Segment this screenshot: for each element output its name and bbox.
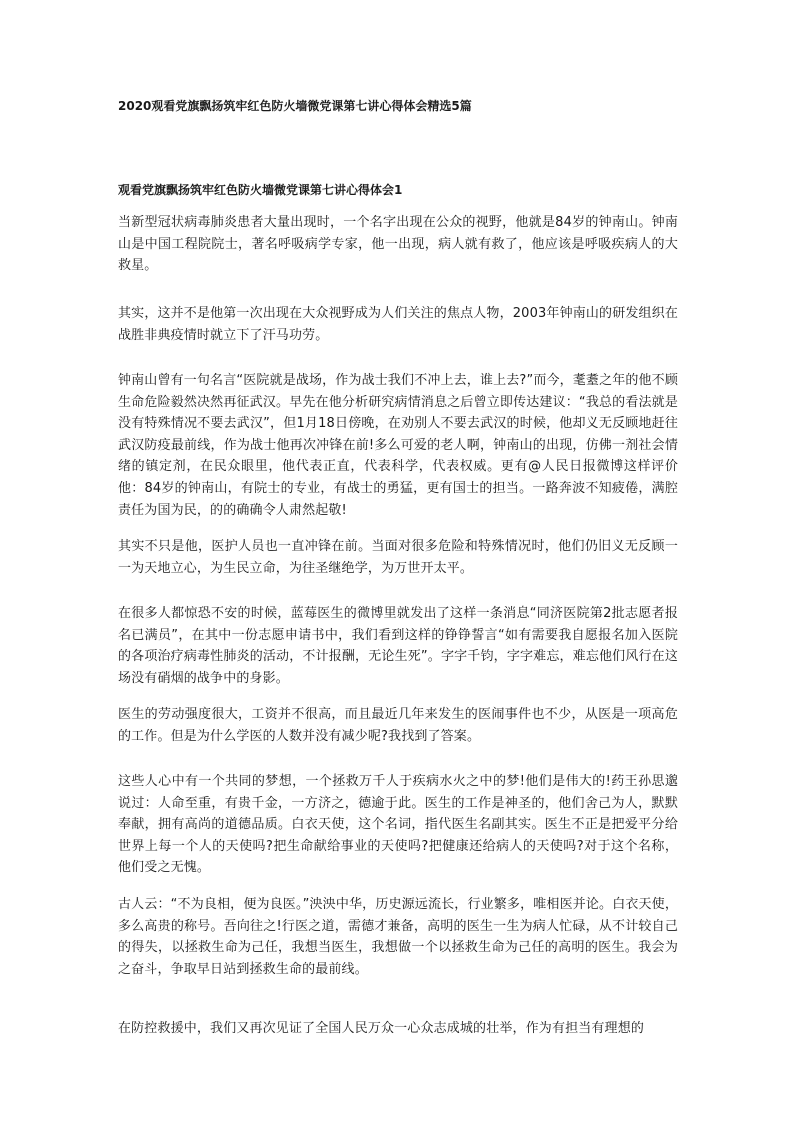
paragraph-1: 当新型冠状病毒肺炎患者大量出现时，一个名字出现在公众的视野，他就是84岁的钟南山。钟南山是中国工程院院士，著名呼吸病学专家，他一出现，病人就有救了，他应该是呼吸疾病人的大救星。 <box>118 215 678 274</box>
section-heading: 观看党旗飘扬筑牢红色防火墙微党课第七讲心得体会1 <box>118 183 403 197</box>
paragraph-4: 其实不只是他，医护人员也一直冲锋在前。当面对很多危险和特殊情况时，他们仍旧义无反顾一一为天地立心，为生民立命，为往圣继绝学，为万世开太平。 <box>118 539 678 576</box>
paragraph-5: 在很多人都惊恐不安的时候，蓝莓医生的微博里就发出了这样一条消息“同济医院第2批志愿者报名已满员”，在其中一份志愿申请书中，我们看到这样的铮铮誓言“如有需要我自愿报名加入医院的各项治疗病毒性肺炎的活动，不计报酬，无论生死”。字字千钧，字字难忘，难忘他们风行在这场没有硝烟的战争中的身影。 <box>118 606 678 686</box>
document-title: 2020观看党旗飘扬筑牢红色防火墙微党课第七讲心得体会精选5篇 <box>118 99 472 113</box>
paragraph-7: 这些人心中有一个共同的梦想，一个拯救万千人于疾病水火之中的梦!他们是伟大的!药王孙思邈说过：人命至重，有贵千金，一方济之，德逾于此。医生的工作是神圣的，他们舍己为人，默默奉献，拥有高尚的道德品质。白衣天使，这个名词，指代医生名副其实。医生不正是把爱平分给世界上每一个人的天使吗?把生命献给事业的天使吗?把健康还给病人的天使吗?对于这个名称，他们受之无愧。 <box>118 774 678 876</box>
paragraph-2: 其实，这并不是他第一次出现在大众视野成为人们关注的焦点人物，2003年钟南山的研发组织在战胜非典疫情时就立下了汗马功劳。 <box>118 306 678 343</box>
paragraph-3: 钟南山曾有一句名言“医院就是战场，作为战士我们不冲上去，谁上去?”而今，耄耋之年的他不顾生命危险毅然决然再征武汉。早先在他分析研究病情消息之后曾立即传达建议：“我总的看法就是没有特殊情况不要去武汉”，但1月18日傍晚，在劝别人不要去武汉的时候，他却义无反顾地赶往武汉防疫最前线，作为战士他再次冲锋在前!多么可爱的老人啊，钟南山的出现，仿佛一剂社会情绪的镇定剂，在民众眼里，他代表正直，代表科学，代表权威。更有@人民日报微博这样评价他：84岁的钟南山，有院士的专业，有战士的勇猛，更有国士的担当。一路奔波不知疲倦，满腔责任为国为民，的的确确令人肃然起敬! <box>118 373 678 518</box>
paragraph-8: 古人云：“不为良相，便为良医。”泱泱中华，历史源远流长，行业繁多，唯相医并论。白衣天使，多么高贵的称号。吾向往之!行医之道，需德才兼备，高明的医生一生为病人忙碌，从不计较自己的得失，以拯救生命为己任，我想当医生，我想做一个以拯救生命为己任的高明的医生。我会为之奋斗，争取早日站到拯救生命的最前线。 <box>118 897 678 977</box>
paragraph-9: 在防控救援中，我们又再次见证了全国人民万众一心众志成城的壮举，作为有担当有理想的 <box>118 1021 645 1036</box>
paragraph-6: 医生的劳动强度很大，工资并不很高，而且最近几年来发生的医闹事件也不少，从医是一项高危的工作。但是为什么学医的人数并没有减少呢?我找到了答案。 <box>118 707 678 744</box>
